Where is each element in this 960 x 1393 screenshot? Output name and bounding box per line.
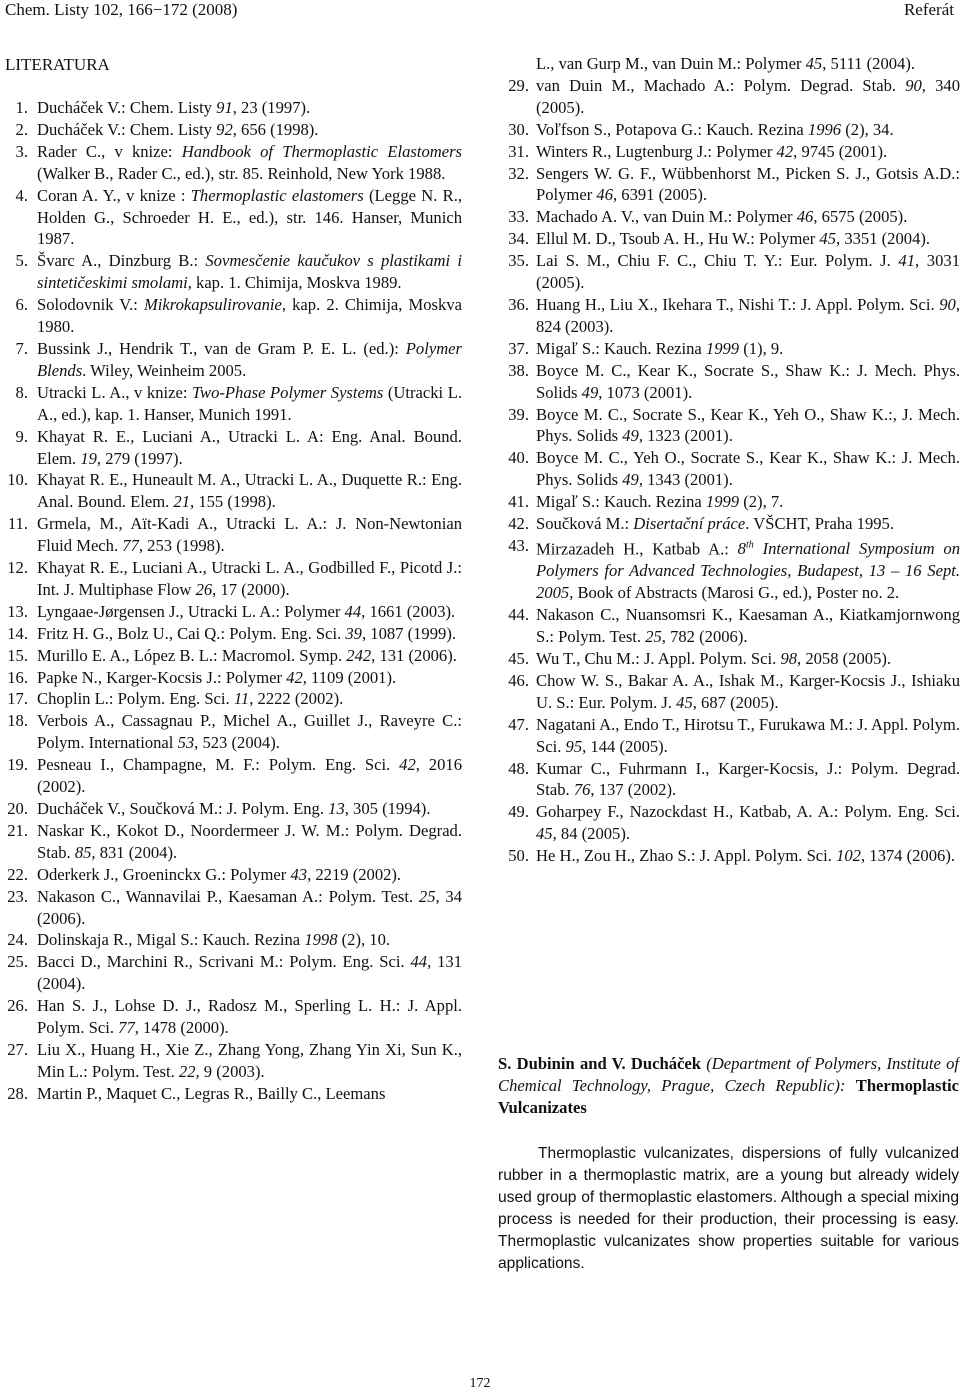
- reference-text: Papke N., Karger-Kocsis J.: Polymer 42, 1109 (2001).: [37, 667, 397, 687]
- abstract-title: Thermoplastic Vulcanizates: [498, 1076, 959, 1117]
- reference-number: 7.: [15, 338, 28, 358]
- reference-text: Khayat R. E., Luciani A., Utracki L. A., Godbilled F., Picotd J.: Int. J. Multiphase Flow 26, 17 (2000).: [37, 558, 462, 599]
- reference-item: [498, 801, 960, 845]
- reference-item: [498, 714, 960, 758]
- reference-list-right: [498, 53, 960, 867]
- reference-item: [0, 141, 462, 185]
- reference-item: [498, 535, 960, 604]
- reference-number: 39.: [508, 404, 529, 424]
- reference-item: [0, 469, 462, 513]
- reference-text: Migaľ S.: Kauch. Rezina 1999 (1), 9.: [536, 338, 784, 358]
- page-header-journal: Chem. Listy 102, 166−172 (2008): [5, 0, 238, 19]
- reference-number: 2.: [15, 119, 28, 139]
- reference-item: [498, 53, 960, 75]
- page-number: 172: [469, 1376, 491, 1391]
- reference-item: [0, 688, 462, 710]
- reference-item: [498, 75, 960, 119]
- reference-item: [498, 758, 960, 802]
- reference-item: [498, 141, 960, 163]
- reference-number: 14.: [7, 623, 28, 643]
- reference-number: 37.: [508, 338, 529, 358]
- reference-text: Nakason C., Nuansomsri K., Kaesaman A., Kiatkamjornwong S.: Polym. Test. 25, 782 (2006).: [536, 605, 960, 647]
- reference-text: Švarc A., Dinzburg B.: Sovmesčenie kaučukov s plastikami i sintetičeskimi smolami, kap. 1. Chimija, Moskva 1989.: [37, 251, 462, 293]
- reference-text: Pesneau I., Champagne, M. F.: Polym. Eng. Sci. 42, 2016 (2002).: [37, 755, 462, 797]
- reference-number: 50.: [508, 846, 529, 866]
- reference-item: [0, 710, 462, 754]
- reference-number: 32.: [508, 163, 529, 183]
- reference-item: [498, 513, 960, 535]
- reference-number: 35.: [508, 251, 529, 271]
- reference-text: Ducháček V.: Chem. Listy 92, 656 (1998).: [37, 119, 319, 139]
- reference-text: Machado A. V., van Duin M.: Polymer 46, 6575 (2005).: [536, 207, 908, 227]
- reference-text: Coran A. Y., v knize : Thermoplastic elastomers (Legge N. R., Holden G., Schroeder H. E., ed.), str. 146. Hanser, Munich 1987.: [37, 185, 462, 249]
- reference-number: 20.: [7, 799, 28, 818]
- reference-text: Winters R., Lugtenburg J.: Polymer 42, 9745 (2001).: [536, 141, 888, 161]
- reference-text: Khayat R. E., Huneault M. A., Utracki L. A., Duquette R.: Eng. Anal. Bound. Elem. 21, 155 (1998).: [37, 470, 462, 512]
- abstract-affiliation: (Department of Polymers, Institute of Chemical Technology, Prague, Czech Republic):: [498, 1054, 959, 1095]
- reference-item: [0, 513, 462, 557]
- reference-item: [498, 604, 960, 648]
- reference-number: 34.: [508, 229, 529, 249]
- literature-heading: LITERATURA: [5, 55, 110, 74]
- reference-text: Wu T., Chu M.: J. Appl. Polym. Sci. 98, 2058 (2005).: [536, 649, 892, 668]
- reference-text: Dolinskaja R., Migal S.: Kauch. Rezina 1998 (2), 10.: [37, 930, 391, 950]
- reference-text: Choplin L.: Polym. Eng. Sci. 11, 2222 (2002).: [37, 689, 344, 709]
- reference-item: [498, 338, 960, 360]
- reference-item: [0, 929, 462, 951]
- reference-item: [0, 338, 462, 382]
- reference-item: [0, 382, 462, 426]
- reference-number: 1.: [15, 98, 28, 117]
- reference-text: Naskar K., Kokot D., Noordermeer J. W. M.: Polym. Degrad. Stab. 85, 831 (2004).: [37, 820, 462, 862]
- reference-text: Součková M.: Disertační práce. VŠCHT, Praha 1995.: [536, 514, 894, 534]
- reference-item: [0, 864, 462, 886]
- reference-number: 19.: [7, 755, 28, 775]
- reference-text: Oderkerk J., Groeninckx G.: Polymer 43, 2219 (2002).: [37, 864, 402, 884]
- abstract-authors: S. Dubinin and V. Ducháček: [498, 1054, 701, 1073]
- reference-text: He H., Zou H., Zhao S.: J. Appl. Polym. Sci. 102, 1374 (2006).: [536, 846, 955, 866]
- reference-item: [0, 557, 462, 601]
- reference-number: 23.: [7, 886, 28, 906]
- reference-number: 45.: [508, 649, 529, 668]
- reference-number: 22.: [7, 864, 28, 884]
- reference-text: Liu X., Huang H., Xie Z., Zhang Yong, Zhang Yin Xi, Sun K., Min L.: Polym. Test. 22, 9 (2003).: [37, 1039, 462, 1081]
- reference-item: [0, 601, 462, 623]
- page-header-section: Referát: [903, 0, 954, 19]
- reference-item: [498, 670, 960, 714]
- reference-text: Rader C., v knize: Handbook of Thermoplastic Elastomers (Walker B., Rader C., ed.), str. 85. Reinhold, New York 1988.: [37, 141, 462, 183]
- reference-item: [498, 491, 960, 513]
- reference-number: 44.: [508, 605, 529, 625]
- reference-text: Han S. J., Lohse D. J., Radosz M., Sperling L. H.: J. Appl. Polym. Sci. 77, 1478 (2000).: [37, 996, 462, 1038]
- abstract-body: [498, 1143, 959, 1274]
- abstract-text: Thermoplastic vulcanizates, dispersions of fully vulcanized rubber in a thermoplastic matrix, are a young but already widely used group of thermoplastic elastomers. Although a special mixing process is needed for their production, their processing is easy. Thermoplastic vulcanizates show properties suitable for various applications.: [498, 1145, 959, 1272]
- reference-text: Grmela, M., Aït-Kadi A., Utracki L. A.: J. Non-Newtonian Fluid Mech. 77, 253 (1998).: [37, 514, 462, 556]
- reference-text: Solodovnik V.: Mikrokapsulirovanie, kap. 2. Chimija, Moskva 1980.: [37, 295, 462, 337]
- reference-text: Boyce M. C., Kear K., Socrate S., Shaw K.: J. Mech. Phys. Solids 49, 1073 (2001).: [536, 360, 960, 402]
- reference-item: [498, 360, 960, 404]
- reference-text: Sengers W. G. F., Wübbenhorst M., Picken S. J., Gotsis A.D.: Polymer 46, 6391 (2005).: [536, 163, 960, 205]
- reference-item: [0, 1083, 462, 1105]
- reference-text: Lyngaae-Jørgensen J., Utracki L. A.: Polymer 44, 1661 (2003).: [37, 601, 456, 621]
- reference-text: Nakason C., Wannavilai P., Kaesaman A.: Polym. Test. 25, 34 (2006).: [37, 886, 463, 928]
- reference-number: 30.: [508, 119, 529, 139]
- reference-item: [0, 886, 462, 930]
- reference-text: Huang H., Liu X., Ikehara T., Nishi T.: J. Appl. Polym. Sci. 90, 824 (2003).: [536, 294, 960, 336]
- reference-text: Lai S. M., Chiu F. C., Chiu T. Y.: Eur. Polym. J. 41, 3031 (2005).: [536, 251, 960, 293]
- reference-number: 26.: [7, 996, 28, 1016]
- reference-number: 47.: [508, 714, 529, 734]
- reference-number: 13.: [7, 601, 28, 621]
- reference-text: Goharpey F., Nazockdast H., Katbab, A. A.: Polym. Eng. Sci. 45, 84 (2005).: [536, 802, 960, 844]
- reference-text: Chow W. S., Bakar A. A., Ishak M., Karger-Kocsis J., Ishiaku U. S.: Eur. Polym. J. 45, 687 (2005).: [536, 670, 960, 712]
- reference-number: 43.: [508, 535, 529, 555]
- reference-text: Khayat R. E., Luciani A., Utracki L. A: Eng. Anal. Bound. Elem. 19, 279 (1997).: [37, 426, 462, 468]
- reference-item: [0, 820, 462, 864]
- reference-number: 17.: [7, 689, 28, 709]
- reference-number: 33.: [508, 207, 529, 227]
- reference-number: 9.: [15, 426, 28, 446]
- reference-item: [498, 163, 960, 207]
- reference-item: [0, 951, 462, 995]
- reference-text: Bacci D., Marchini R., Scrivani M.: Polym. Eng. Sci. 44, 131 (2004).: [37, 952, 462, 994]
- reference-number: 24.: [7, 930, 28, 950]
- reference-item: [0, 119, 462, 141]
- reference-item: [498, 119, 960, 141]
- reference-item: [498, 648, 960, 670]
- reference-text: Murillo E. A., López B. L.: Macromol. Symp. 242, 131 (2006).: [37, 645, 457, 665]
- reference-item: [0, 645, 462, 667]
- abstract-heading: [498, 1053, 959, 1119]
- reference-number: 5.: [15, 251, 28, 271]
- reference-item: [0, 995, 462, 1039]
- reference-number: 21.: [7, 820, 28, 840]
- reference-list-left: [0, 97, 462, 1105]
- reference-number: 6.: [15, 295, 28, 315]
- reference-number: 8.: [15, 382, 28, 402]
- reference-text: Boyce M. C., Yeh O., Socrate S., Kear K., Shaw K.: J. Mech. Phys. Solids 49, 1343 (2001).: [536, 448, 960, 490]
- reference-item: [0, 754, 462, 798]
- reference-number: 49.: [508, 802, 529, 822]
- reference-number: 25.: [7, 952, 28, 972]
- reference-number: 46.: [508, 670, 529, 690]
- reference-number: 29.: [508, 75, 529, 95]
- reference-item: [0, 426, 462, 470]
- reference-text: Fritz H. G., Bolz U., Cai Q.: Polym. Eng. Sci. 39, 1087 (1999).: [37, 623, 456, 643]
- reference-item: [0, 667, 462, 689]
- reference-text: van Duin M., Machado A.: Polym. Degrad. Stab. 90, 340 (2005).: [536, 75, 960, 117]
- reference-item: [0, 798, 462, 820]
- reference-item: [498, 206, 960, 228]
- reference-item: [0, 623, 462, 645]
- reference-number: 28.: [7, 1083, 28, 1103]
- reference-text: Ellul M. D., Tsoub A. H., Hu W.: Polymer 45, 3351 (2004).: [536, 229, 931, 249]
- reference-item: [498, 250, 960, 294]
- reference-number: 18.: [7, 711, 28, 731]
- reference-number: 16.: [7, 667, 28, 687]
- reference-item: [0, 97, 462, 119]
- reference-item: [498, 294, 960, 338]
- reference-item: [498, 404, 960, 448]
- reference-text: Boyce M. C., Socrate S., Kear K., Yeh O., Shaw K.:, J. Mech. Phys. Solids 49, 1323 (2001).: [536, 404, 960, 446]
- reference-number: 38.: [508, 360, 529, 380]
- reference-item: [0, 185, 462, 251]
- reference-item: [498, 228, 960, 250]
- reference-item: [0, 250, 462, 294]
- reference-item: [498, 845, 960, 867]
- reference-text: Utracki L. A., v knize: Two-Phase Polymer Systems (Utracki L. A., ed.), kap. 1. Hanser, Munich 1991.: [37, 382, 462, 424]
- reference-number: 41.: [508, 492, 529, 512]
- reference-text: Migaľ S.: Kauch. Rezina 1999 (2), 7.: [536, 492, 784, 512]
- reference-number: 15.: [7, 645, 28, 665]
- reference-text: Kumar C., Fuhrmann I., Karger-Kocsis, J.: Polym. Degrad. Stab. 76, 137 (2002).: [536, 758, 960, 800]
- reference-item: [498, 447, 960, 491]
- reference-text: Mirzazadeh H., Katbab A.: 8th International Symposium on Polymers for Advanced Technologies, Budapest, 13 – 16 Sept. 2005, Book of Abstracts (Marosi G., ed.), Poster no. 2.: [536, 539, 960, 603]
- reference-item: [0, 294, 462, 338]
- reference-number: 10.: [7, 470, 28, 490]
- reference-text: Ducháček V., Součková M.: J. Polym. Eng. 13, 305 (1994).: [37, 799, 431, 818]
- reference-number: 31.: [508, 141, 529, 161]
- reference-number: 11.: [7, 514, 28, 534]
- reference-text: Bussink J., Hendrik T., van de Gram P. E. L. (ed.): Polymer Blends. Wiley, Weinheim 2005.: [37, 338, 462, 380]
- reference-number: 36.: [508, 294, 529, 314]
- reference-number: 4.: [15, 185, 28, 205]
- reference-item: [0, 1039, 462, 1083]
- reference-text: Voľfson S., Potapova G.: Kauch. Rezina 1996 (2), 34.: [536, 119, 894, 139]
- reference-text: Martin P., Maquet C., Legras R., Bailly C., Leemans: [37, 1083, 386, 1103]
- reference-number: 42.: [508, 514, 529, 534]
- reference-number: 40.: [508, 448, 529, 468]
- reference-number: 48.: [508, 758, 529, 778]
- reference-text: L., van Gurp M., van Duin M.: Polymer 45, 5111 (2004).: [536, 54, 916, 73]
- reference-number: 12.: [7, 558, 28, 578]
- reference-text: Verbois A., Cassagnau P., Michel A., Guillet J., Raveyre C.: Polym. International 53, 523 (2004).: [37, 711, 462, 753]
- reference-text: Ducháček V.: Chem. Listy 91, 23 (1997).: [37, 98, 311, 117]
- reference-text: Nagatani A., Endo T., Hirotsu T., Furukawa M.: J. Appl. Polym. Sci. 95, 144 (2005).: [536, 714, 960, 756]
- reference-number: [498, 53, 529, 75]
- reference-number: 3.: [15, 141, 28, 161]
- reference-number: 27.: [7, 1039, 28, 1059]
